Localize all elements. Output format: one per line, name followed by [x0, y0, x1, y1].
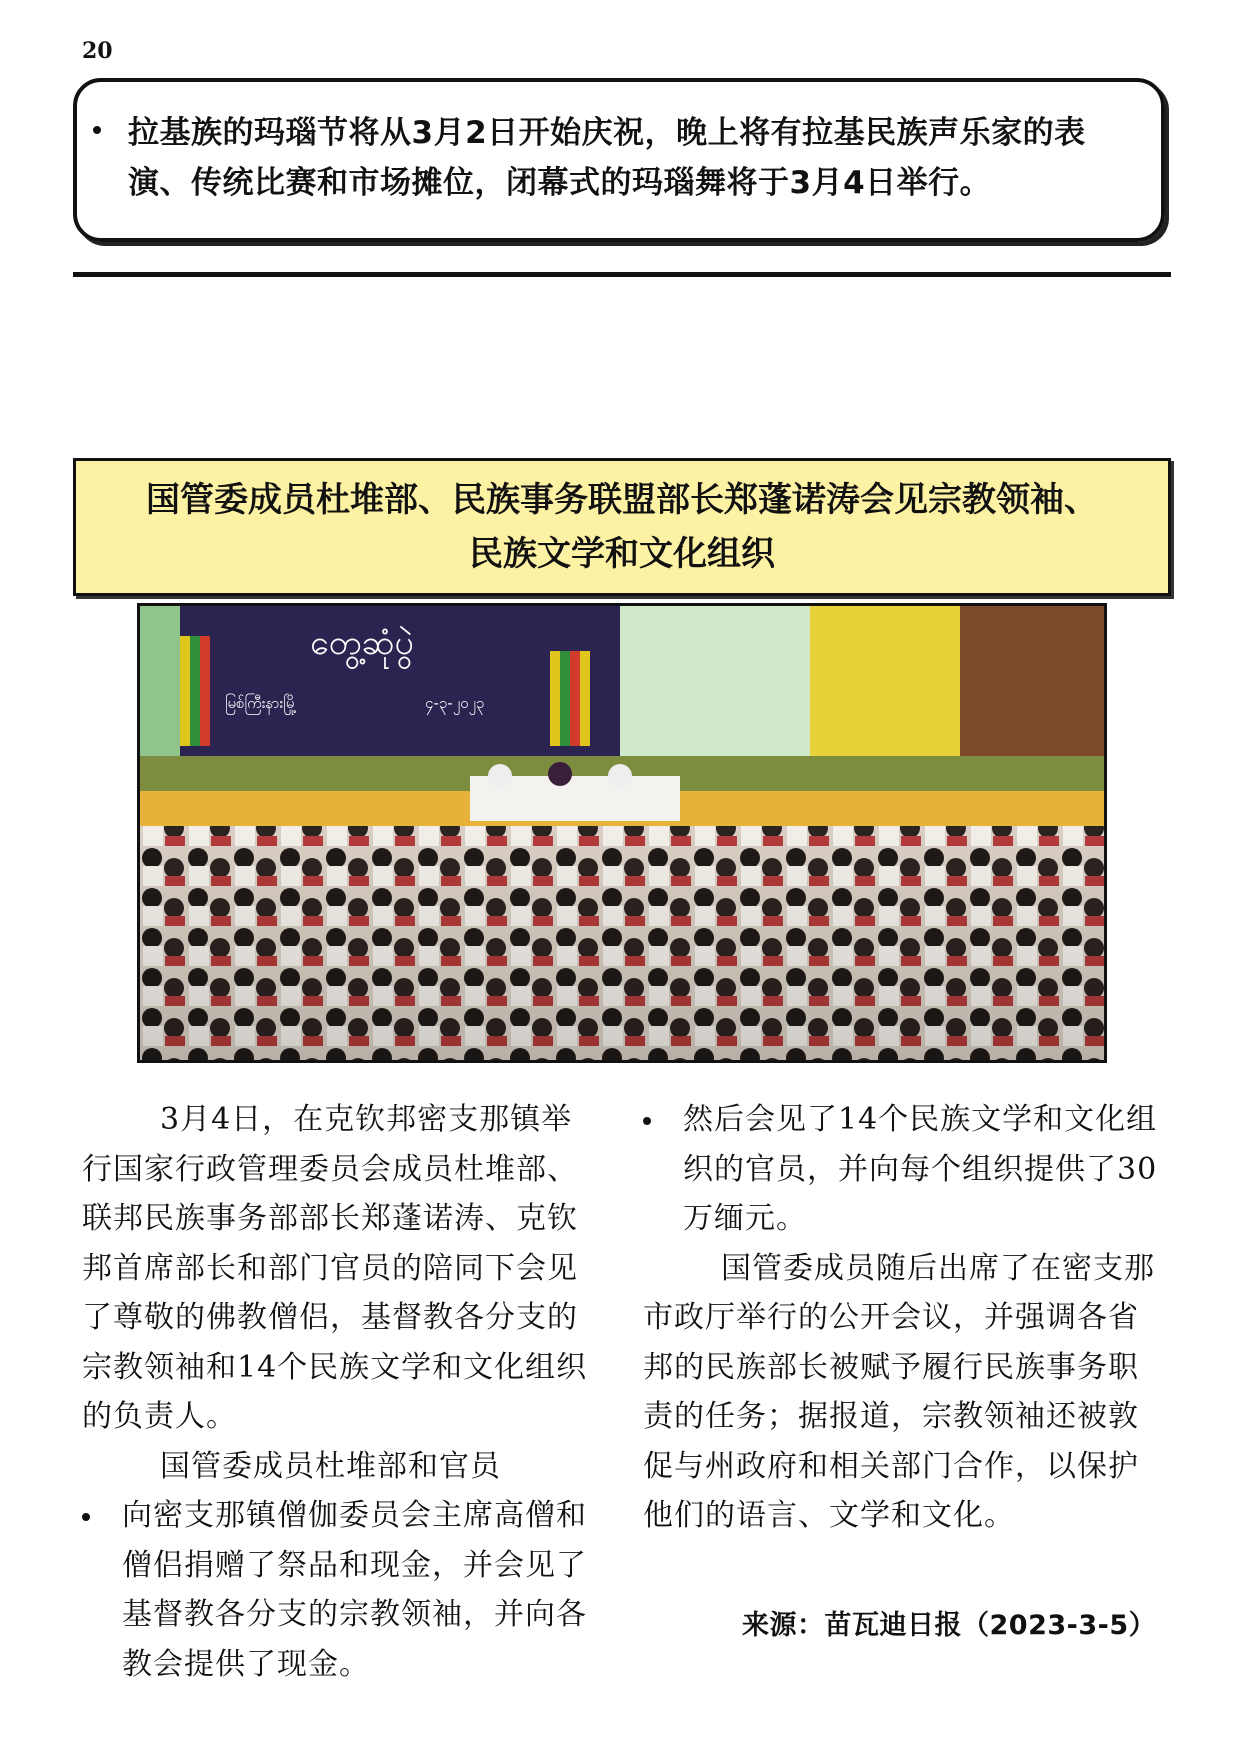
article-paragraph-3: 国管委成员随后出席了在密支那市政厅举行的公开会议，并强调各省邦的民族部长被赋予履行民族事务职责的任务；据报道，宗教领袖还被敦促与州政府和相关部门合作，以保护他们的语言、文学和文化。 — [643, 1250, 1155, 1533]
bullet-icon — [93, 126, 101, 134]
bullet-icon — [82, 1513, 90, 1521]
article-bullet-2: 然后会见了14个民族文学和文化组织的官员，并向每个组织提供了30万缅元。 — [683, 1102, 1158, 1236]
article-column-left — [82, 1095, 602, 1689]
page-number: 20 — [82, 38, 113, 64]
notice-box — [73, 78, 1165, 242]
section-divider — [73, 272, 1171, 277]
headline-line-1: 国管委成员杜堆部、民族事务联盟部长郑蓬诺涛会见宗教领袖、 — [146, 480, 1098, 520]
banner-date: ၄-၃-၂၀၂၃ — [425, 694, 485, 712]
article-column-right — [643, 1095, 1163, 1541]
bullet-icon — [643, 1117, 651, 1125]
meeting-photo — [137, 603, 1107, 1063]
notice-text: 拉基族的玛瑙节将从3月2日开始庆祝，晚上将有拉基民族声乐家的表演、传统比赛和市场摊位，闭幕式的玛瑙舞将于3月4日举行。 — [128, 115, 1086, 201]
banner-title: တွေ့ဆုံပွဲ — [310, 623, 414, 663]
article-source: 来源：苗瓦迪日报（2023-3-5） — [742, 1610, 1157, 1641]
banner-place: မြစ်ကြီးနားမြို့ — [225, 694, 297, 712]
headline-line-2: 民族文学和文化组织 — [469, 534, 775, 574]
article-paragraph-2: 国管委成员杜堆部和官员 — [160, 1448, 501, 1484]
article-paragraph-1: 3月4日，在克钦邦密支那镇举行国家行政管理委员会成员杜堆部、联邦民族事务部部长郑蓬诺涛、克钦邦首席部长和部门官员的陪同下会见了尊敬的佛教僧侣，基督教各分支的宗教领袖和14个民族文学和文化组织的负责人。 — [82, 1102, 588, 1434]
list-item — [82, 1491, 602, 1689]
article-headline — [73, 458, 1171, 596]
list-item — [643, 1095, 1163, 1244]
article-bullet-1: 向密支那镇僧伽委员会主席高僧和僧侣捐赠了祭品和现金，并会见了基督教各分支的宗教领袖，并向各教会提供了现金。 — [122, 1498, 587, 1682]
